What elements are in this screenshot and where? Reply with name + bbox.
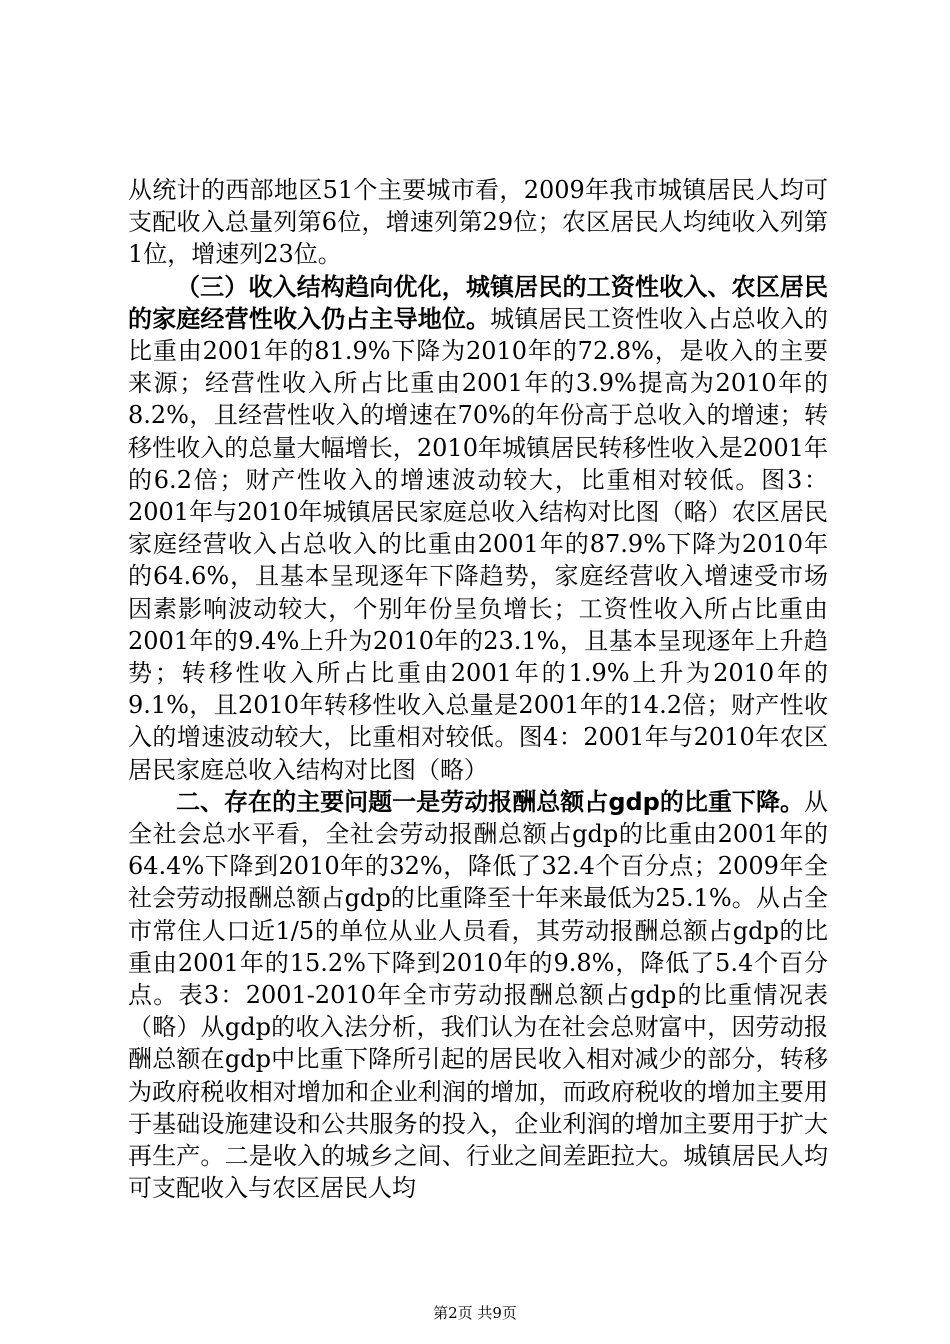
document-body <box>128 174 828 1205</box>
paragraph-income-structure <box>128 271 828 786</box>
section-heading-main-problems: 二、存在的主要问题一是劳动报酬总额占gdp的比重下降。 <box>176 787 804 816</box>
paragraph-main-problems-body: 从全社会总水平看，全社会劳动报酬总额占gdp的比重由2001年的64.4%下降到2010年的32%，降低了32.4个百分点；2009年全社会劳动报酬总额占gdp的比重降至十年来最低为25.1%。从占全市常住人口近1/5的单位从业人员看，其劳动报酬总额占gdp的比重由2001年的15.2%下降到2010年的9.8%，降低了5.4个百分点。表3：2001-2010年全市劳动报酬总额占gdp的比重情况表（略）从gdp的收入法分析，我们认为在社会总财富中，因劳动报酬总额在gdp中比重下降所引起的居民收入相对减少的部分，转移为政府税收相对增加和企业利润的增加，而政府税收的增加主要用于基础设施建设和公共服务的投入，企业利润的增加主要用于扩大再生产。二是收入的城乡之间、行业之间差距拉大。城镇居民人均可支配收入与农区居民人均 <box>128 787 828 1203</box>
paragraph-main-problems <box>128 786 828 1205</box>
section-heading-income-structure: （三）收入结构趋向优化，城镇居民的工资性收入、农区居民的家庭经营性收入仍占主导地位。 <box>128 272 828 333</box>
page-number-footer: 第2页 共9页 <box>433 1304 517 1322</box>
paragraph-income-structure-body: 城镇居民工资性收入占总收入的比重由2001年的81.9%下降为2010年的72.8%，是收入的主要来源；经营性收入所占比重由2001年的3.9%提高为2010年的8.2%，且经营性收入的增速在70%的年份高于总收入的增速；转移性收入的总量大幅增长，2010年城镇居民转移性收入是2001年的6.2倍；财产性收入的增速波动较大，比重相对较低。图3：2001年与2010年城镇居民家庭总收入结构对比图（略）农区居民家庭经营收入占总收入的比重由2001年的87.9%下降为2010年的64.6%，且基本呈现逐年下降趋势，家庭经营收入增速受市场因素影响波动较大，个别年份呈负增长；工资性收入所占比重由2001年的9.4%上升为2010年的23.1%，且基本呈现逐年上升趋势；转移性收入所占比重由2001年的1.9%上升为2010年的9.1%，且2010年转移性收入总量是2001年的14.2倍；财产性收入的增速波动较大，比重相对较低。图4：2001年与2010年农区居民家庭总收入结构对比图（略） <box>128 304 829 784</box>
paragraph-ranking: 从统计的西部地区51个主要城市看，2009年我市城镇居民人均可支配收入总量列第6位，增速列第29位；农区居民人均纯收入列第1位，增速列23位。 <box>128 176 828 269</box>
